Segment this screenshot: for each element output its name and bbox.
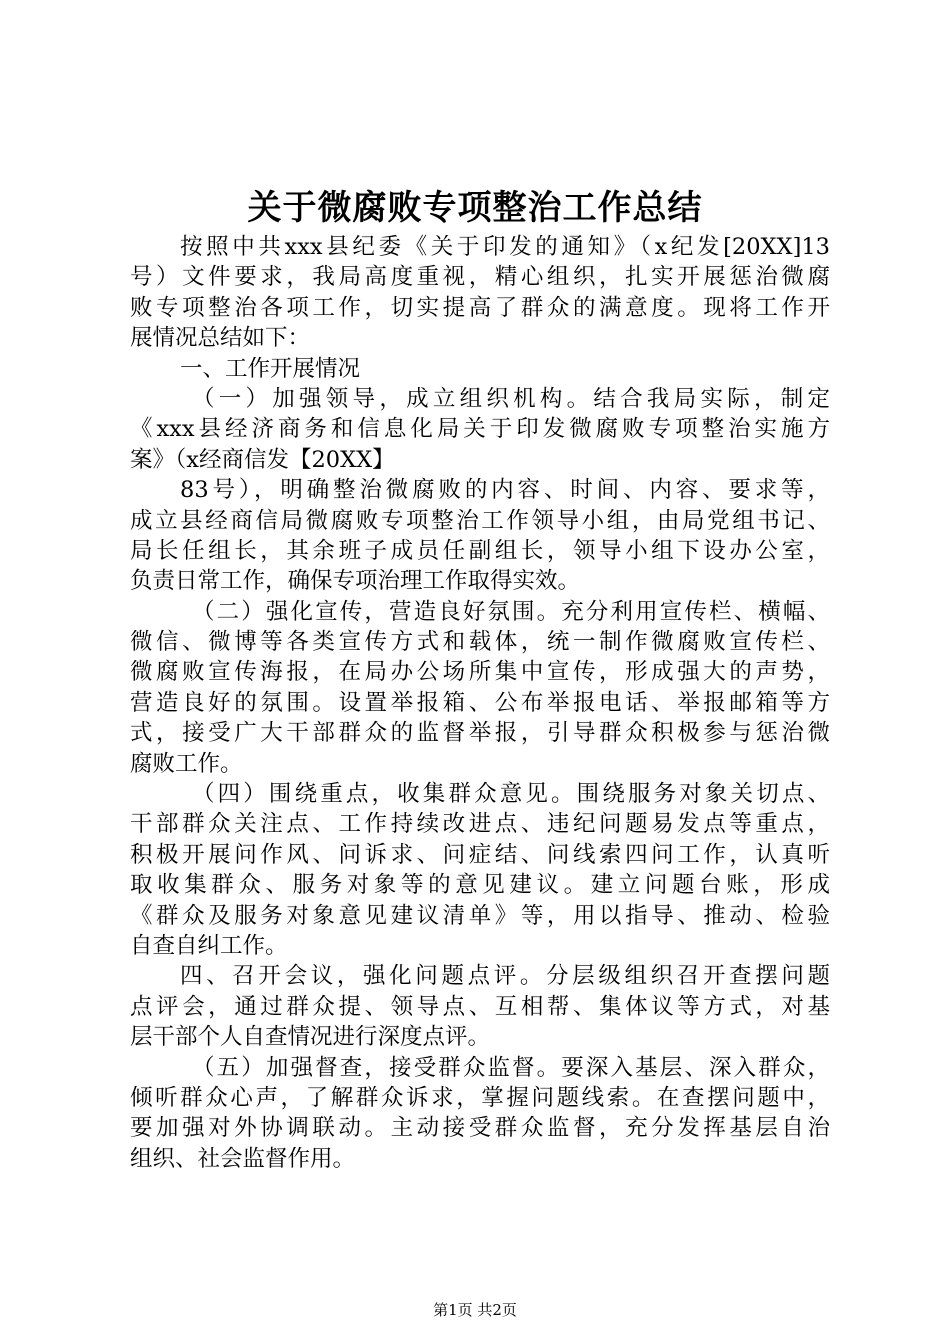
section-heading: 一、工作开展情况: [180, 355, 361, 382]
text-line: 《xxx县经济商务和信息化局关于印发微腐败专项整治实施方: [130, 416, 830, 443]
text-line: （五）加强督查，接受群众监督。要深入基层、深入群众，: [192, 1054, 830, 1081]
text-line: 式，接受广大干部群众的监督举报，引导群众积极参与惩治微: [130, 720, 830, 747]
page-number: 第1页 共2页: [433, 1301, 517, 1319]
text-line: 成立县经商信局微腐败专项整治工作领导小组，由局党组书记、: [130, 507, 830, 534]
document-title: 关于微腐败专项整治工作总结: [247, 188, 703, 228]
text-line: 积极开展问作风、问诉求、问症结、问线索四问工作，认真听: [130, 841, 830, 868]
text-line: 展情况总结如下：: [130, 325, 311, 352]
text-line: 自查自纠工作。: [130, 932, 288, 959]
document-body: [130, 232, 830, 1174]
text-line: 案》（x经商信发【20XX】: [130, 446, 395, 473]
text-line: 腐败工作。: [130, 750, 243, 777]
text-line: 微信、微博等各类宣传方式和载体，统一制作微腐败宣传栏、: [130, 629, 830, 656]
text-line: 倾听群众心声，了解群众诉求，掌握问题线索。在查摆问题中，: [130, 1084, 830, 1111]
text-line: 取收集群众、服务对象等的意见建议。建立问题台账，形成: [130, 872, 830, 899]
text-line: 局长任组长，其余班子成员任副组长，领导小组下设办公室，: [130, 537, 830, 564]
text-line: （二）强化宣传，营造良好氛围。充分利用宣传栏、横幅、: [192, 598, 830, 625]
text-line: 点评会，通过群众提、领导点、互相帮、集体议等方式，对基: [130, 993, 830, 1020]
text-line: 四、召开会议，强化问题点评。分层级组织召开查摆问题: [180, 963, 830, 990]
text-line: 微腐败宣传海报，在局办公场所集中宣传，形成强大的声势，: [130, 659, 830, 686]
text-line: 层干部个人自查情况进行深度点评。: [130, 1024, 491, 1051]
text-line: 败专项整治各项工作，切实提高了群众的满意度。现将工作开: [130, 294, 830, 321]
text-line: 营造良好的氛围。设置举报箱、公布举报电话、举报邮箱等方: [130, 689, 830, 716]
text-line: 按照中共xxx县纪委《关于印发的通知》（x纪发[20XX]13: [180, 234, 830, 260]
text-line: 组织、社会监督作用。: [130, 1145, 356, 1172]
text-line: 83号），明确整治微腐败的内容、时间、内容、要求等，: [180, 477, 830, 504]
text-line: 干部群众关注点、工作持续改进点、违纪问题易发点等重点，: [130, 811, 830, 838]
text-line: （四）围绕重点，收集群众意见。围绕服务对象关切点、: [192, 781, 830, 808]
text-line: 号）文件要求，我局高度重视，精心组织，扎实开展惩治微腐: [130, 264, 830, 291]
text-line: （一）加强领导，成立组织机构。结合我局实际，制定: [192, 385, 830, 412]
text-line: 要加强对外协调联动。主动接受群众监督，充分发挥基层自治: [130, 1115, 830, 1142]
text-line: 《群众及服务对象意见建议清单》等，用以指导、推动、检验: [130, 902, 830, 929]
text-line: 负责日常工作，确保专项治理工作取得实效。: [130, 568, 581, 595]
